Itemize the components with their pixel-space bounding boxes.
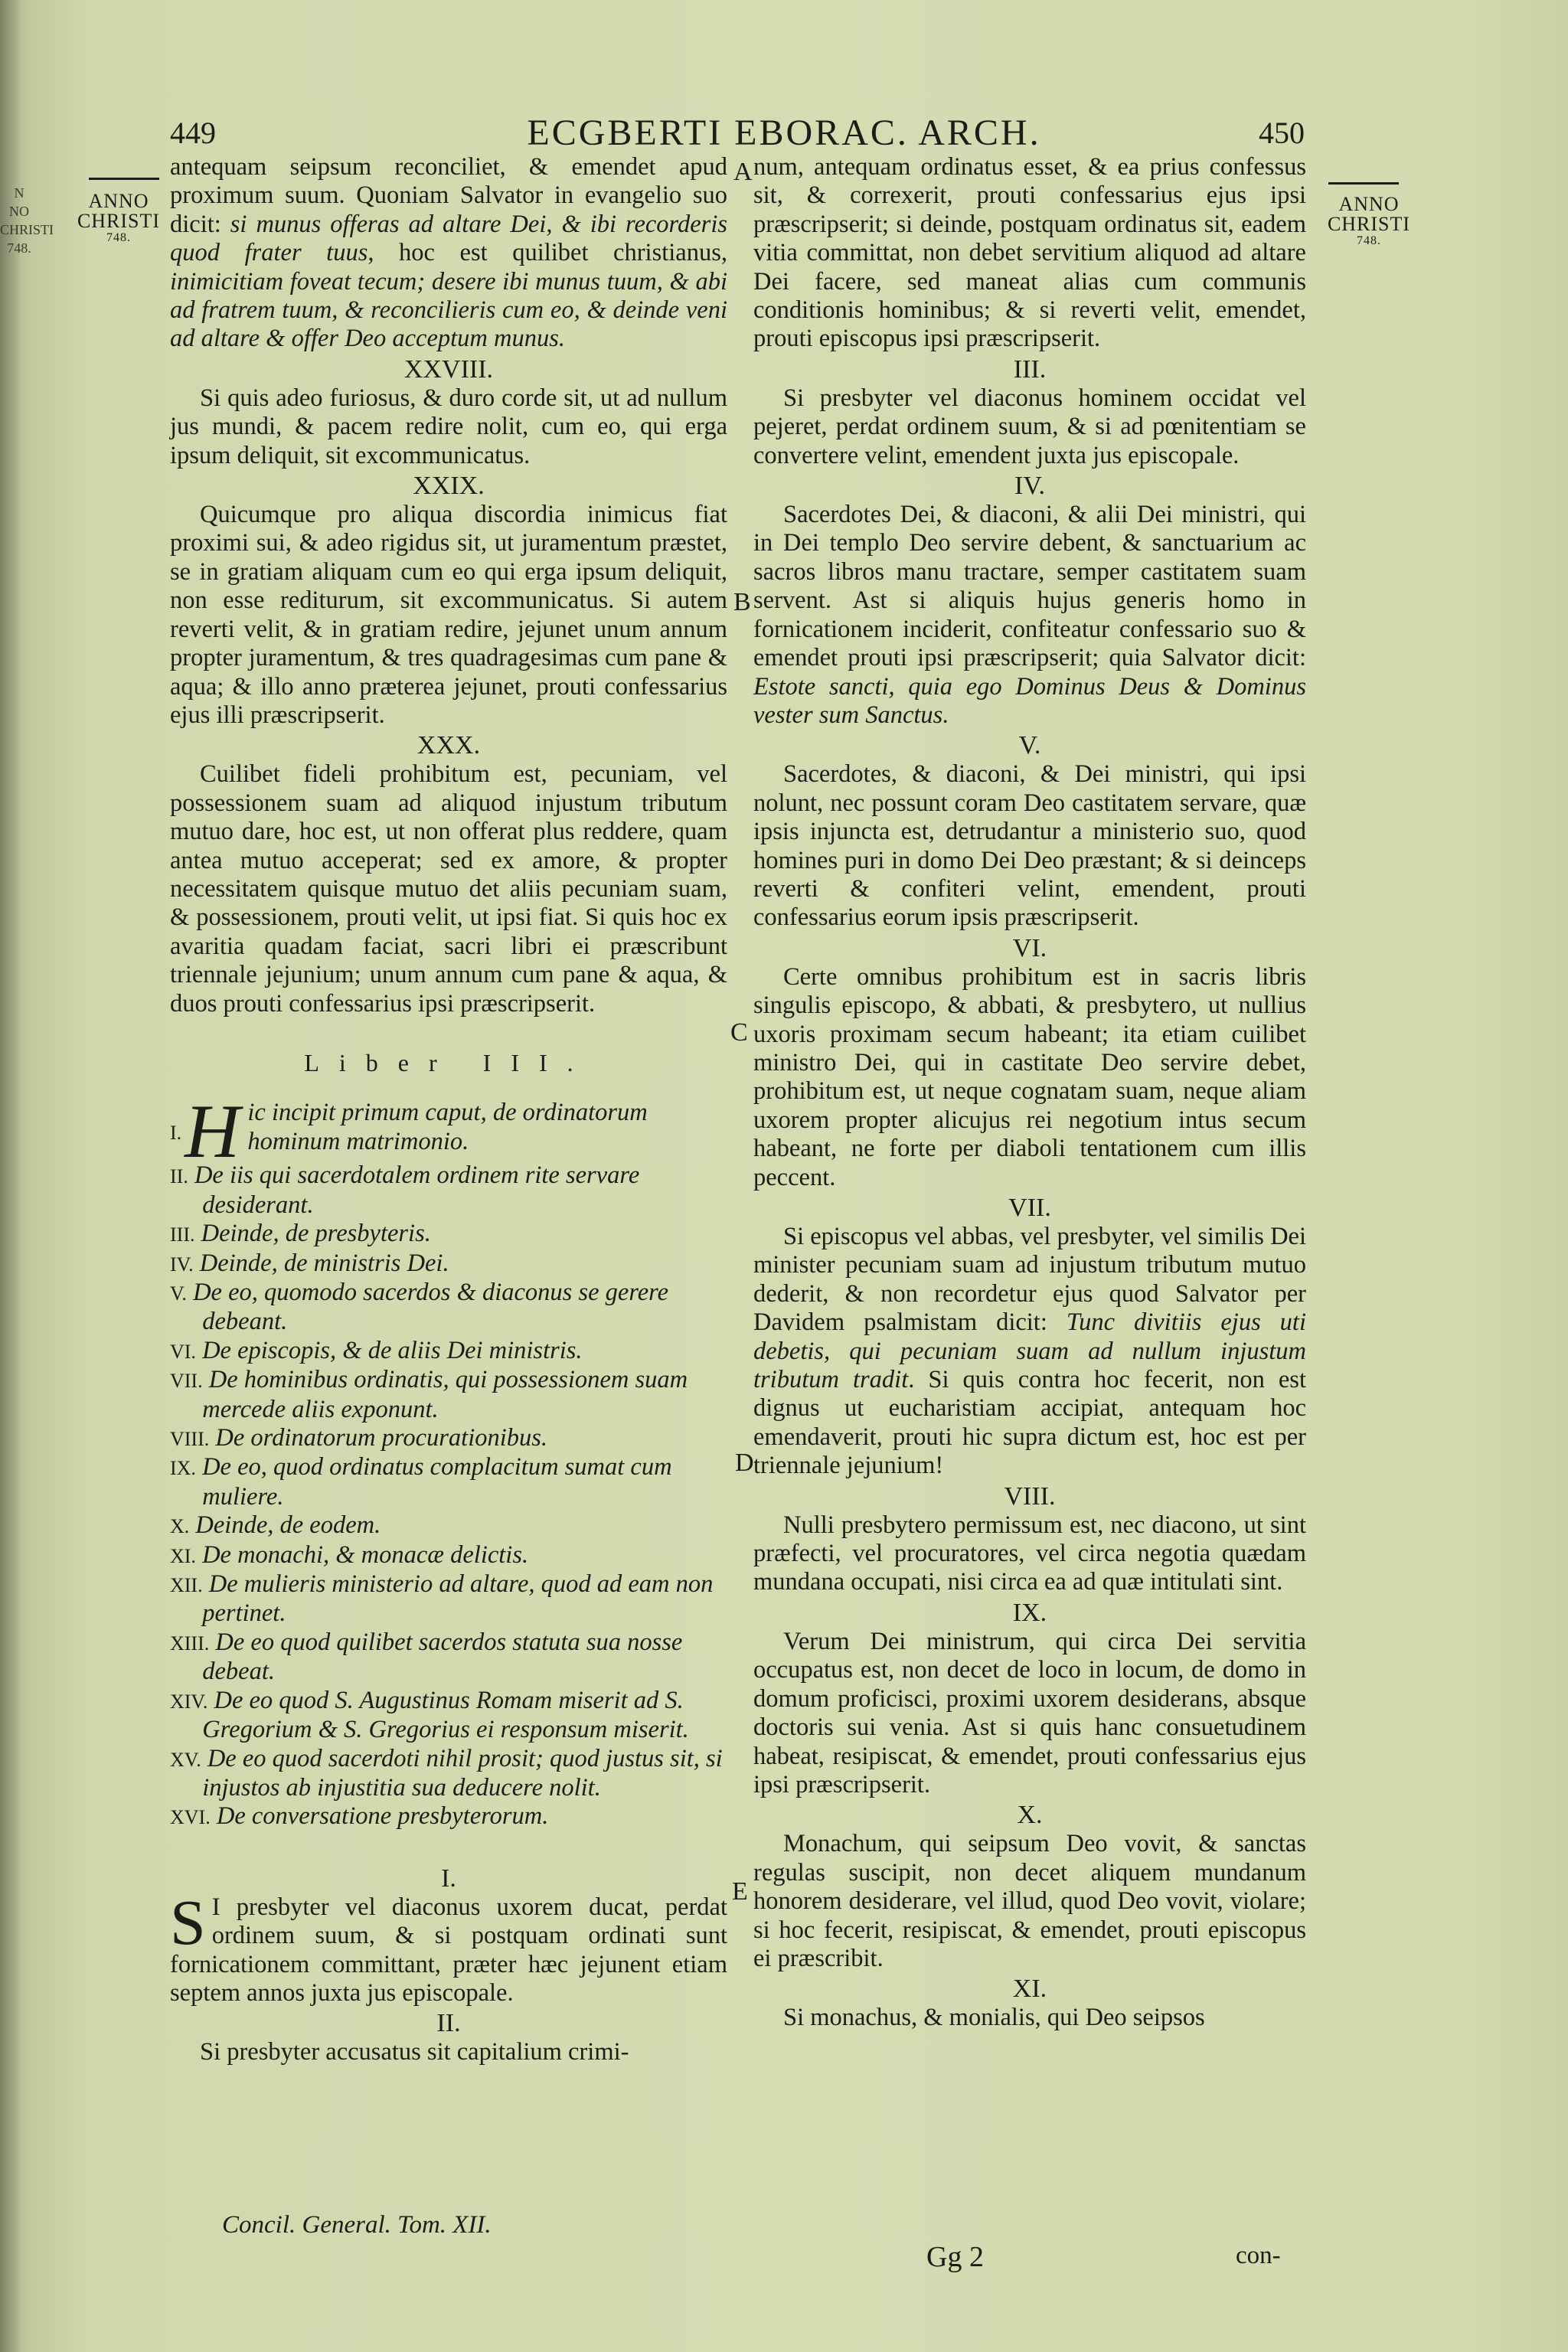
italic-quote: Estote sancti, quia ego Dominus Deus & Dominus vester sum Sanctus. <box>753 672 1306 729</box>
toc-text: ic incipit primum caput, de ordinatorum hominum matrimonio. <box>247 1099 648 1155</box>
toc-item <box>170 1453 727 1511</box>
toc-text: De monachi, & monacæ delictis. <box>202 1540 529 1569</box>
paragraph <box>170 1886 727 2008</box>
anno-line: CHRISTI <box>1327 213 1411 235</box>
section-heading: VII. <box>1008 1194 1051 1222</box>
italic-quote: inimicitiam foveat tecum; desere ibi munus tuum, & abi ad fratrem tuum, & reconcilieris cum eo, & deinde veni ad altare & offer Deo acceptum munus. <box>170 267 727 353</box>
page-title: ECGBERTI EBORAC. ARCH. <box>527 113 1041 153</box>
toc-number: V. <box>170 1282 187 1305</box>
table-of-contents <box>170 1089 727 1831</box>
toc-number: III. <box>170 1223 195 1246</box>
toc-number: IV. <box>170 1253 194 1276</box>
left-column <box>170 153 727 2067</box>
toc-number: VIII. <box>170 1428 210 1451</box>
toc-item <box>170 1687 727 1745</box>
section-heading: XI. <box>1012 1975 1047 2004</box>
toc-item <box>170 1337 727 1366</box>
section-heading: X. <box>1017 1801 1043 1830</box>
anno-year: 748. <box>106 231 131 244</box>
fold-text: N <box>14 185 24 201</box>
section-heading: I. <box>441 1864 456 1893</box>
drop-capital: S <box>170 1886 206 1958</box>
toc-number: XI. <box>170 1544 196 1567</box>
drop-capital: H <box>185 1089 240 1174</box>
right-column <box>753 153 1306 2033</box>
toc-text: De iis qui sacerdotalem ordinem rite servare desiderant. <box>194 1161 640 1219</box>
toc-item <box>170 1220 727 1249</box>
paragraph: Nulli presbytero permissum est, nec diacono, ut sint præfecti, vel procuratores, vel circa negotia quædam mundana occupati, nisi circa ea ad quæ intitulati sint. <box>753 1511 1306 1596</box>
book-spine <box>0 0 20 2352</box>
margin-rule-right <box>1328 182 1399 185</box>
toc-text: De hominibus ordinatis, qui possessionem suam mercede aliis exponunt. <box>202 1366 688 1423</box>
book-heading: Liber III. <box>304 1048 593 1076</box>
toc-number: IX. <box>170 1457 196 1480</box>
toc-text: De conversatione presbyterorum. <box>216 1802 549 1831</box>
toc-item <box>170 1250 727 1279</box>
toc-item <box>170 1570 727 1628</box>
italic-quote: Tunc divitiis ejus uti debetis, qui pecuniam suam ad nullum injustum tributum tradit <box>753 1308 1306 1394</box>
anno-christi-right <box>1323 194 1415 248</box>
fold-text: NO <box>9 204 29 219</box>
toc-number: II. <box>170 1165 188 1188</box>
text-span: , hoc est quilibet christianus, <box>368 239 727 267</box>
text-span: Si episcopus vel abbas, vel presbyter, vel similis Dei minister pecuniam suam ad injustum tributum mutuo dederit, & non recordetur ejus quod Salvator per Davidem psalmistam dicit: <box>753 1223 1306 1337</box>
text-span: Sacerdotes Dei, & diaconi, & alii Dei ministri, qui in Dei templo Deo servire debent, & sanctuarium ac sacros libros manu tractare, semper castitatem suam servent. Ast si aliquis hujus generis homo in fornicationem inciderit, confiteatur confessario suo & emendet prouti ipsi præscripserit; quia Salvator dicit: <box>753 501 1306 672</box>
footer-volume: Concil. General. Tom. XII. <box>222 2211 492 2239</box>
toc-item <box>170 1161 727 1220</box>
toc-item <box>170 1541 727 1570</box>
section-heading: V. <box>1018 731 1041 760</box>
catchword: con- <box>1236 2242 1281 2269</box>
section-heading: III. <box>1013 354 1047 384</box>
section-heading: IX. <box>1012 1598 1047 1627</box>
paragraph: Si presbyter accusatus sit capitalium crimi- <box>200 2038 629 2066</box>
toc-number: XVI. <box>170 1806 211 1829</box>
fold-text: 748. <box>7 240 31 256</box>
toc-item <box>170 1628 727 1687</box>
anno-christi-left <box>77 191 161 245</box>
section-heading: XXX. <box>416 731 481 760</box>
right-page-number: 450 <box>1259 116 1305 150</box>
paragraph <box>753 501 1306 730</box>
paragraph <box>753 1223 1306 1481</box>
margin-letter-e: E <box>732 1877 748 1906</box>
left-page-number: 449 <box>170 116 216 150</box>
paragraph: Sacerdotes, & diaconi, & Dei ministri, qui ipsi nolunt, nec possunt coram Deo castitatem servare, quæ ipsis injuncta est, detrudantur a ministerio suo, quod homines puri in domo Dei Deo præstant; & si deinceps reverti & confiteri velint, emendent, prouti confessarius eorum ipsis præscripserit. <box>753 760 1306 932</box>
toc-item <box>170 1745 727 1803</box>
paragraph: Monachum, qui seipsum Deo vovit, & sanctas regulas suscipit, non decet aliquem mundanum honorem desiderare, vel illud, quod Deo vovit, violare; si hoc fecerit, resipiscat, & emendet, prouti episcopus ei præscribit. <box>753 1830 1306 1972</box>
toc-text: De mulieris ministerio ad altare, quod ad eam non pertinet. <box>202 1570 714 1628</box>
paragraph: Si quis adeo furiosus, & duro corde sit, ut ad nullum jus mundi, & pacem redire nolit, cum eo, qui erga ipsum deliquit, sit excommunicatus. <box>170 384 727 469</box>
toc-text: Deinde, de ministris Dei. <box>199 1249 449 1277</box>
paragraph-continuation: num, antequam ordinatus esset, & ea prius confessus sit, & correxerit, prouti confessarius ejus ipsi præscripserit; si deinde, postquam ordinatus sit, eadem vitia committat, non debet servitium aliquod ad altare Dei facere, sed maneat alias cum communis conditionis hominibus; & si reverti velit, emendet, prouti episcopus ipsi præscripserit. <box>753 153 1306 353</box>
left-fold-margin <box>0 184 54 257</box>
italic-quote: si munus offeras ad altare Dei, & ibi recorderis quod frater tuus <box>170 210 728 267</box>
toc-item <box>170 1366 727 1424</box>
toc-number: XV. <box>170 1748 201 1771</box>
section-heading: XXVIII. <box>403 354 494 384</box>
toc-number: I. <box>170 1122 182 1145</box>
toc-number: XIII. <box>170 1632 210 1655</box>
paragraph-continuation <box>170 153 727 354</box>
section-heading: VI. <box>1012 933 1047 962</box>
toc-item <box>170 1511 727 1540</box>
text-span: . Si quis contra hoc fecerit, non est dignus ut eucharistiam accipiat, antequam hoc emendaverit, prouti hic supra dictum est, hoc est per triennale jejunium! <box>753 1366 1306 1480</box>
toc-text: De eo, quod ordinatus complacitum sumat cum muliere. <box>202 1453 672 1511</box>
margin-letter-a: A <box>733 158 753 186</box>
toc-text: Deinde, de eodem. <box>195 1511 381 1540</box>
paragraph: Si monachus, & monialis, qui Deo seipsos <box>783 2004 1205 2032</box>
toc-text: De episcopis, & de aliis Dei ministris. <box>202 1336 583 1364</box>
toc-number: XII. <box>170 1574 203 1597</box>
toc-text: Deinde, de presbyteris. <box>201 1220 431 1248</box>
anno-line: ANNO <box>1338 193 1400 215</box>
section-heading: II. <box>436 2009 461 2038</box>
margin-letter-b: B <box>733 588 751 616</box>
paragraph: Quicumque pro aliqua discordia inimicus fiat proximi sui, & adeo rigidus sit, ut juramentum præstet, se in gratiam aliquam cum eo qui erga ipsum deliquit, non esse rediturum, sit excommunicatus. Si autem reverti velit, & in gratiam redire, jejunet unum annum propter juramentum, & tres quadragesimas cum pane & aqua; & illo anno præterea jejunet, prouti confessarius ejus illi præscripserit. <box>170 501 727 729</box>
paragraph: Si presbyter vel diaconus hominem occidat vel pejeret, perdat ordinem suum, & si ad pœnitentiam se convertere velint, emendent juxta jus episcopale. <box>753 384 1306 469</box>
margin-rule-left <box>89 178 159 180</box>
margin-letter-d: D <box>735 1449 754 1477</box>
toc-number: VI. <box>170 1340 196 1363</box>
text-span: antequam seipsum reconciliet, & emendet apud proximum suum. Quoniam Salvator in evangelio suo dicit: <box>170 153 727 238</box>
margin-letter-c: C <box>730 1018 748 1047</box>
paragraph: Verum Dei ministrum, qui circa Dei servitia occupatus est, non decet de loco in locum, de domo in domum proficisci, proximi uxorem desiderans, absque doctoris sui venia. Ast si quis hanc consuetudinem habeat, resipiscat, & emendet, prouti confessarius ejus ipsi præscripserit. <box>753 1627 1306 1798</box>
anno-line: CHRISTI <box>77 210 161 232</box>
paragraph: Cuilibet fideli prohibitum est, pecuniam, vel possessionem suam ad aliquod injustum tributum mutuo dare, hoc est, ut non offerat plus reddere, quam antea mutuo acceperat; sed ex amore, & propter necessitatem quisque mutuo det aliis pecuniam suam, & possessionem, prouti velit, ut ipsi fiat. Si quis hoc ex avaritia quadam faciat, sacri libri ei præscribunt triennale jejunium; unum annum cum pane & aqua, & duos prouti confessarius ipsi præscripserit. <box>170 760 727 1018</box>
toc-number: X. <box>170 1515 190 1538</box>
toc-text: De eo quod S. Augustinus Romam miserit ad S. Gregorium & S. Gregorius ei responsum miserit. <box>202 1686 689 1744</box>
section-heading: XXIX. <box>413 472 485 501</box>
toc-item <box>170 1802 727 1831</box>
toc-text: De ordinatorum procurationibus. <box>215 1424 548 1452</box>
toc-number: VII. <box>170 1370 203 1393</box>
toc-text: De eo, quomodo sacerdos & diaconus se gerere debeant. <box>193 1279 669 1336</box>
paragraph: Certe omnibus prohibitum est in sacris libris singulis episcopo, & abbati, & presbytero, ut nullius uxoris proximam secum habeant; ita etiam cuilibet ministro Dei, qui in castitate Deo servire debet, prohibitum est, ut neque cognatam suam, neque aliam uxorem propter alicujus rei negotium intus secum habeant, ne forte per diaboli tentationem cum illis peccent. <box>753 962 1306 1191</box>
section-heading: VIII. <box>1004 1481 1056 1511</box>
section-heading: IV. <box>1014 472 1045 501</box>
toc-item <box>170 1089 727 1174</box>
toc-text: De eo quod quilibet sacerdos statuta sua nosse debeat. <box>202 1628 683 1686</box>
text-span: I presbyter vel diaconus uxorem ducat, perdat ordinem suum, & si postquam ordinati sunt fornicationem committant, præter hæc jejunent etiam septem annos juxta jus episcopale. <box>170 1893 727 2007</box>
anno-year: 748. <box>1357 234 1381 247</box>
toc-item <box>170 1424 727 1453</box>
toc-item <box>170 1279 727 1337</box>
fold-text: CHRISTI <box>0 222 54 237</box>
toc-number: XIV. <box>170 1690 208 1713</box>
anno-line: ANNO <box>88 190 149 212</box>
signature-mark: Gg 2 <box>926 2241 984 2273</box>
toc-text: De eo quod sacerdoti nihil prosit; quod justus sit, si injustos ab injustitia sua deducere nolit. <box>202 1744 723 1802</box>
